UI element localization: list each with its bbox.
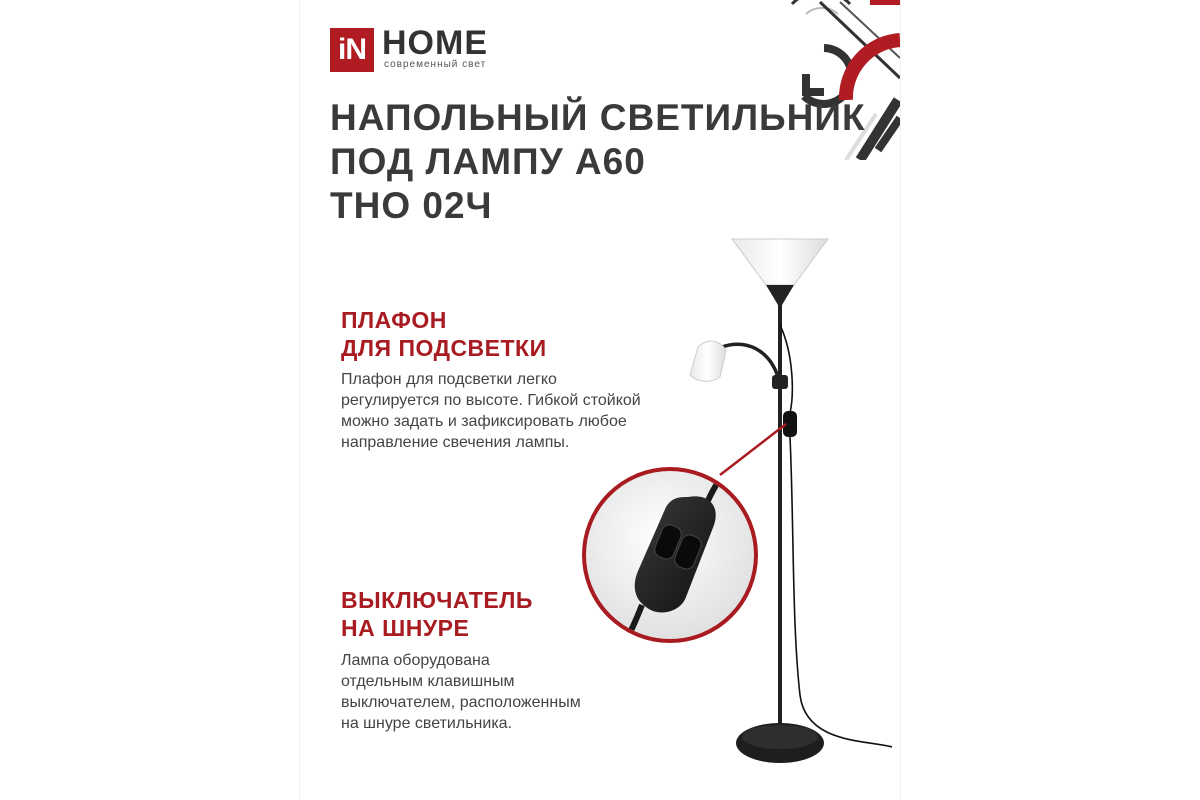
brand-logo-wordmark: HOME xyxy=(382,24,488,62)
section-text-line: регулируется по высоте. Гибкой стойкой xyxy=(341,392,641,409)
section-text-line: направление свечения лампы. xyxy=(341,434,570,451)
brand-tagline: современный свет xyxy=(384,59,487,70)
title-line: НАПОЛЬНЫЙ СВЕТИЛЬНИК xyxy=(330,97,866,138)
section-title-line: ВЫКЛЮЧАТЕЛЬ xyxy=(341,587,533,613)
section-text-line: выключателем, расположенным xyxy=(341,694,581,711)
section-text-line: можно задать и зафиксировать любое xyxy=(341,413,627,430)
title-line: ПОД ЛАМПУ А60 xyxy=(330,141,646,182)
section-title-line: НА ШНУРЕ xyxy=(341,615,470,641)
floor-lamp-illustration xyxy=(580,225,900,800)
main-shade xyxy=(732,239,828,285)
section-text-line: Плафон для подсветки легко xyxy=(341,371,557,388)
section-text-line: отдельным клавишным xyxy=(341,673,515,690)
section-title-switch xyxy=(341,586,533,642)
title-line: ТНО 02Ч xyxy=(330,185,493,226)
cord-switch-zoom-icon xyxy=(584,465,756,665)
section-text-line: Лампа оборудована xyxy=(341,652,490,669)
reading-shade xyxy=(690,341,726,381)
page-title xyxy=(330,96,866,228)
section-text-switch xyxy=(341,650,581,734)
main-shade-holder xyxy=(766,285,794,305)
product-card xyxy=(300,0,900,800)
section-title-line: ПЛАФОН xyxy=(341,307,447,333)
section-title-shade xyxy=(341,306,547,362)
section-text-line: на шнуре светильника. xyxy=(341,715,513,732)
brand-logo-mark: iN xyxy=(330,28,374,72)
section-title-line: ДЛЯ ПОДСВЕТКИ xyxy=(341,335,547,361)
